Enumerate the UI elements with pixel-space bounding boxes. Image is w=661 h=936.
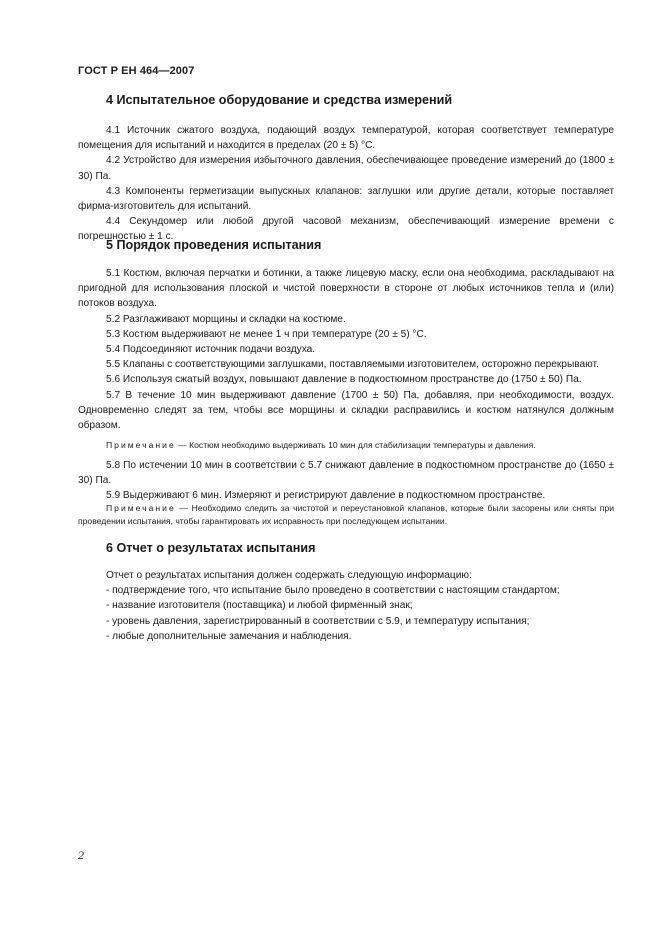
paragraph-5-4: 5.4 Подсоединяют источник подачи воздуха. bbox=[106, 344, 316, 356]
section-5-body-a bbox=[78, 266, 614, 433]
report-item: - название изготовителя (поставщика) и любой фирменный знак; bbox=[106, 600, 413, 612]
document-header: ГОСТ Р ЕН 464—2007 bbox=[78, 65, 195, 77]
section-4-body bbox=[78, 123, 614, 245]
note-2 bbox=[78, 502, 614, 529]
paragraph-5-5: 5.5 Клапаны с соответствующими заглушками, поставляемыми изготовителем, осторожно перекрывают. bbox=[106, 359, 599, 371]
note-1-text: — Костюм необходимо выдерживать 10 мин для стабилизации температуры и давления. bbox=[178, 440, 536, 450]
paragraph-5-7: 5.7 В течение 10 мин выдерживают давление (1700 ± 50) Па, добавляя, при необходимости, воздух. Одновременно следят за тем, чтобы все морщины и складки расправились и костюм натянулся должным образом. bbox=[78, 389, 614, 432]
note-2-text: — Необходимо следить за чистотой и переустановкой клапанов, которые были засорены или сняты при проведении испытания, чтобы гарантировать их исправность при последующем испытании. bbox=[78, 503, 615, 527]
section-5-body-b bbox=[78, 458, 614, 504]
paragraph-5-9: 5.9 Выдерживают 6 мин. Измеряют и регистрируют давление в подкостюмном пространстве. bbox=[106, 490, 546, 502]
paragraph-4-4: 4.4 Секундомер или любой другой часовой механизм, обеспечивающий измерение времени с погрешностью ± 1 с. bbox=[78, 216, 614, 243]
paragraph-5-3: 5.3 Костюм выдерживают не менее 1 ч при температуре (20 ± 5) °С. bbox=[106, 328, 427, 340]
note-1 bbox=[78, 439, 614, 452]
report-item: - уровень давления, зарегистрированный в соответствии с 5.9, и температуру испытания; bbox=[106, 615, 530, 627]
report-item: - подтверждение того, что испытание было проведено в соответствии с настоящим стандартом; bbox=[106, 585, 560, 597]
section-6-body bbox=[106, 568, 616, 644]
note-1-label: Примечание bbox=[106, 440, 176, 450]
report-intro: Отчет о результатах испытания должен содержать следующую информацию: bbox=[106, 570, 472, 581]
paragraph-5-6: 5.6 Используя сжатый воздух, повышают давление в подкостюмном пространстве до (1750 ± 50) Па. bbox=[106, 374, 582, 386]
section-5-title: 5 Порядок проведения испытания bbox=[106, 238, 322, 252]
paragraph-4-2: 4.2 Устройство для измерения избыточного давления, обеспечивающее проведение измерений до (1800 ± 30) Па. bbox=[78, 155, 614, 182]
paragraph-4-1: 4.1 Источник сжатого воздуха, подающий воздух температурой, которая соответствует температуре помещения для испытаний и находится в пределах (20 ± 5) °С. bbox=[78, 125, 614, 152]
page-number: 2 bbox=[78, 848, 84, 862]
section-4-title: 4 Испытательное оборудование и средства измерений bbox=[106, 93, 453, 107]
section-6-title: 6 Отчет о результатах испытания bbox=[106, 541, 316, 555]
paragraph-5-1: 5.1 Костюм, включая перчатки и ботинки, а также лицевую маску, если она необходима, раскладывают на пригодной для использования плоской и чистой поверхности в стороне от любых источников тепла и (или) потоков воздуха. bbox=[78, 268, 614, 310]
paragraph-4-3: 4.3 Компоненты герметизации выпускных клапанов: заглушки или другие детали, которые поставляет фирма-изготовитель для испытаний. bbox=[78, 185, 614, 213]
report-item: - любые дополнительные замечания и наблюдения. bbox=[106, 630, 352, 642]
note-2-label: Примечание bbox=[106, 503, 176, 513]
paragraph-5-2: 5.2 Разглаживают морщины и складки на костюме. bbox=[106, 313, 346, 325]
paragraph-5-8: 5.8 По истечении 10 мин в соответствии с 5.7 снижают давление в подкостюмном пространстве до (1650 ± 30) Па. bbox=[78, 460, 614, 487]
